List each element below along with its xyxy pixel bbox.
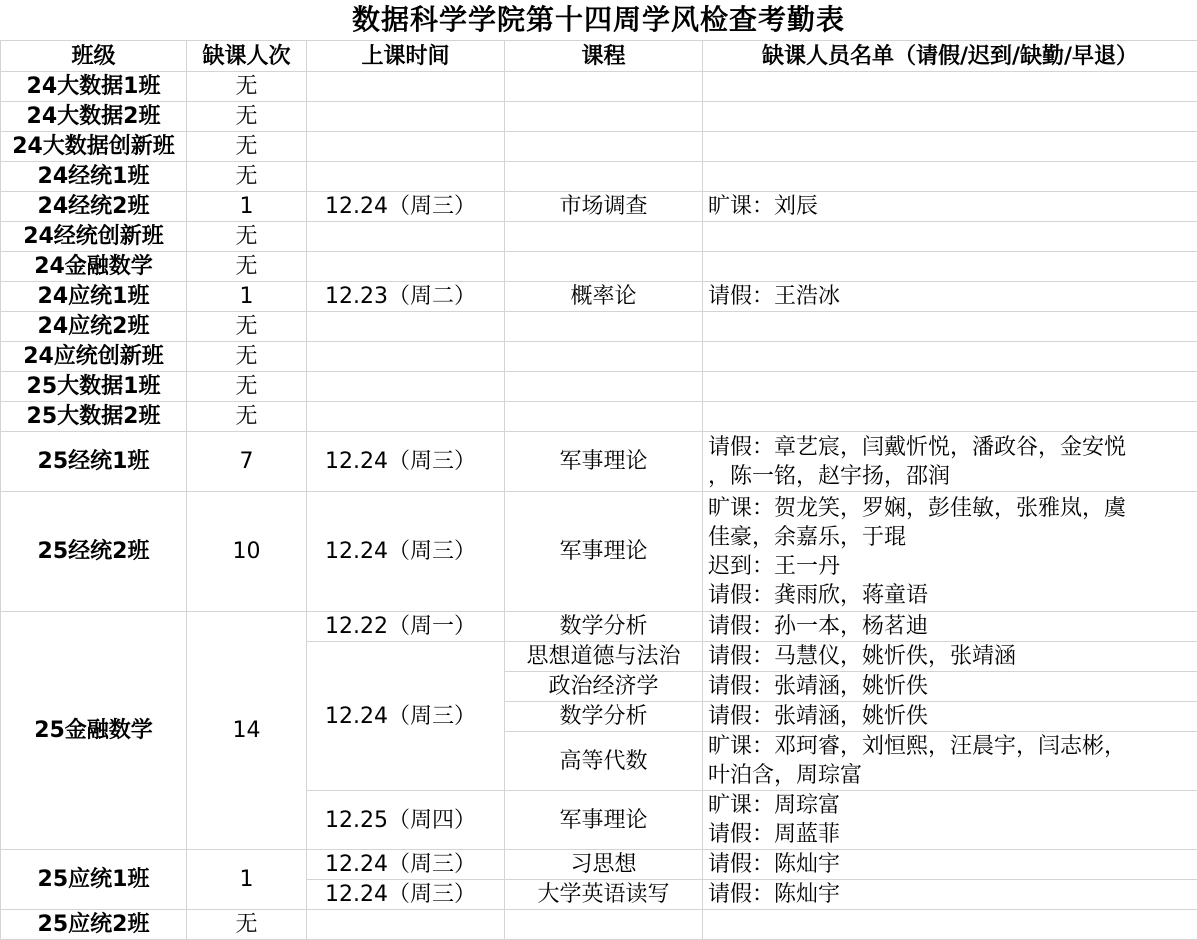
table-row (1, 910, 1197, 940)
page-title: 数据科学学院第十四周学风检查考勤表 (351, 3, 845, 36)
attendance-table (0, 40, 1197, 940)
table-row (1, 72, 1197, 102)
course-cell (505, 342, 703, 372)
class-cell: 24经统创新班 (1, 222, 187, 252)
class-cell: 25应统2班 (1, 910, 187, 940)
course-cell (505, 910, 703, 940)
class-cell: 24经统1班 (1, 162, 187, 192)
time-cell: 12.24（周三） (307, 850, 505, 880)
names-line: 旷课：贺龙笑，罗娴，彭佳敏，张雅岚，虞 (708, 495, 1127, 521)
course-cell: 军事理论 (505, 432, 703, 492)
table-row (1, 850, 1197, 880)
count-cell: 7 (187, 432, 307, 492)
course-cell: 政治经济学 (505, 672, 703, 702)
names-cell (703, 132, 1197, 162)
time-cell: 12.25（周四） (307, 791, 505, 850)
names-line: 请假：陈灿宇 (708, 882, 841, 907)
time-cell (307, 162, 505, 192)
table-row (1, 162, 1197, 192)
class-cell: 25金融数学 (1, 612, 187, 850)
table-row (1, 192, 1197, 222)
names-line: 请假：龚雨欣，蒋童语 (708, 582, 929, 608)
names-line: 请假：孙一本，杨茗迪 (708, 614, 929, 639)
course-cell (505, 162, 703, 192)
time-cell (307, 222, 505, 252)
table-row (1, 252, 1197, 282)
course-cell (505, 132, 703, 162)
names-cell (703, 850, 1197, 880)
time-cell (307, 910, 505, 940)
count-cell: 1 (187, 282, 307, 312)
names-cell (703, 910, 1197, 940)
count-cell: 1 (187, 192, 307, 222)
table-row (1, 612, 1197, 642)
names-line: ，陈一铭，赵宇扬，邵润 (708, 463, 951, 489)
table-row (1, 492, 1197, 612)
names-cell (703, 372, 1197, 402)
names-cell (703, 432, 1197, 492)
names-line: 叶泊含，周琮富 (708, 763, 863, 788)
names-line: 请假：张靖涵，姚忻佚 (708, 704, 929, 729)
time-cell (307, 72, 505, 102)
names-cell (703, 702, 1197, 732)
names-line: 请假：陈灿宇 (708, 852, 841, 877)
time-cell: 12.24（周三） (307, 642, 505, 791)
course-cell: 市场调查 (505, 192, 703, 222)
course-cell (505, 402, 703, 432)
class-cell: 25大数据1班 (1, 372, 187, 402)
names-line: 旷课：周琮富 (708, 793, 841, 818)
time-cell (307, 102, 505, 132)
names-cell (703, 732, 1197, 791)
time-cell: 12.24（周三） (307, 880, 505, 910)
header-names: 缺课人员名单（请假/迟到/缺勤/早退） (703, 41, 1197, 72)
course-cell (505, 312, 703, 342)
course-cell (505, 72, 703, 102)
names-line: 请假：张靖涵，姚忻佚 (708, 674, 929, 699)
names-line: 佳豪，余嘉乐，于琨 (708, 524, 907, 550)
course-cell (505, 252, 703, 282)
course-cell (505, 222, 703, 252)
names-cell (703, 72, 1197, 102)
names-line: 请假：王浩冰 (708, 284, 841, 309)
table-row (1, 282, 1197, 312)
time-cell (307, 342, 505, 372)
count-cell: 无 (187, 342, 307, 372)
names-line: 请假：马慧仪，姚忻佚，张靖涵 (708, 644, 1017, 669)
time-cell: 12.24（周三） (307, 492, 505, 612)
names-cell (703, 672, 1197, 702)
class-cell: 24大数据创新班 (1, 132, 187, 162)
count-cell: 无 (187, 372, 307, 402)
header-course: 课程 (505, 41, 703, 72)
class-cell: 25经统2班 (1, 492, 187, 612)
time-cell: 12.24（周三） (307, 432, 505, 492)
names-cell (703, 192, 1197, 222)
count-cell: 1 (187, 850, 307, 910)
table-row (1, 402, 1197, 432)
names-cell (703, 162, 1197, 192)
names-cell (703, 612, 1197, 642)
header-class: 班级 (1, 41, 187, 72)
course-cell: 军事理论 (505, 791, 703, 850)
table-row (1, 312, 1197, 342)
time-cell: 12.23（周二） (307, 282, 505, 312)
table-row (1, 102, 1197, 132)
time-cell (307, 402, 505, 432)
class-cell: 25应统1班 (1, 850, 187, 910)
course-cell: 思想道德与法治 (505, 642, 703, 672)
course-cell (505, 102, 703, 132)
table-row (1, 372, 1197, 402)
course-cell: 概率论 (505, 282, 703, 312)
time-cell (307, 132, 505, 162)
names-cell (703, 312, 1197, 342)
count-cell: 14 (187, 612, 307, 850)
course-cell (505, 372, 703, 402)
count-cell: 10 (187, 492, 307, 612)
names-cell (703, 880, 1197, 910)
names-cell (703, 252, 1197, 282)
names-cell (703, 342, 1197, 372)
names-cell (703, 402, 1197, 432)
names-line: 请假：章艺宸，闫戴忻悦，潘政谷，金安悦 (708, 434, 1127, 460)
table-row (1, 222, 1197, 252)
time-cell (307, 312, 505, 342)
count-cell: 无 (187, 72, 307, 102)
class-cell: 25大数据2班 (1, 402, 187, 432)
class-cell: 24应统创新班 (1, 342, 187, 372)
names-line: 请假：周蓝菲 (708, 822, 841, 847)
table-row (1, 432, 1197, 492)
count-cell: 无 (187, 252, 307, 282)
class-cell: 25经统1班 (1, 432, 187, 492)
class-cell: 24应统1班 (1, 282, 187, 312)
course-cell: 高等代数 (505, 732, 703, 791)
names-cell (703, 282, 1197, 312)
class-cell: 24经统2班 (1, 192, 187, 222)
names-cell (703, 642, 1197, 672)
table-row (1, 342, 1197, 372)
names-line: 旷课：邓珂睿，刘恒熙，汪晨宇，闫志彬， (708, 734, 1127, 759)
class-cell: 24大数据1班 (1, 72, 187, 102)
count-cell: 无 (187, 312, 307, 342)
class-cell: 24金融数学 (1, 252, 187, 282)
time-cell: 12.22（周一） (307, 612, 505, 642)
count-cell: 无 (187, 102, 307, 132)
header-count: 缺课人次 (187, 41, 307, 72)
names-line: 迟到：王一丹 (708, 553, 841, 579)
header-time: 上课时间 (307, 41, 505, 72)
class-cell: 24大数据2班 (1, 102, 187, 132)
names-cell (703, 102, 1197, 132)
names-cell (703, 222, 1197, 252)
time-cell (307, 252, 505, 282)
count-cell: 无 (187, 222, 307, 252)
course-cell: 数学分析 (505, 612, 703, 642)
course-cell: 习思想 (505, 850, 703, 880)
class-cell: 24应统2班 (1, 312, 187, 342)
names-cell (703, 791, 1197, 850)
count-cell: 无 (187, 910, 307, 940)
course-cell: 军事理论 (505, 492, 703, 612)
table-row (1, 132, 1197, 162)
count-cell: 无 (187, 402, 307, 432)
course-cell: 大学英语读写 (505, 880, 703, 910)
time-cell: 12.24（周三） (307, 192, 505, 222)
names-line: 旷课：刘辰 (708, 194, 819, 219)
count-cell: 无 (187, 162, 307, 192)
count-cell: 无 (187, 132, 307, 162)
names-cell (703, 492, 1197, 612)
time-cell (307, 372, 505, 402)
course-cell: 数学分析 (505, 702, 703, 732)
